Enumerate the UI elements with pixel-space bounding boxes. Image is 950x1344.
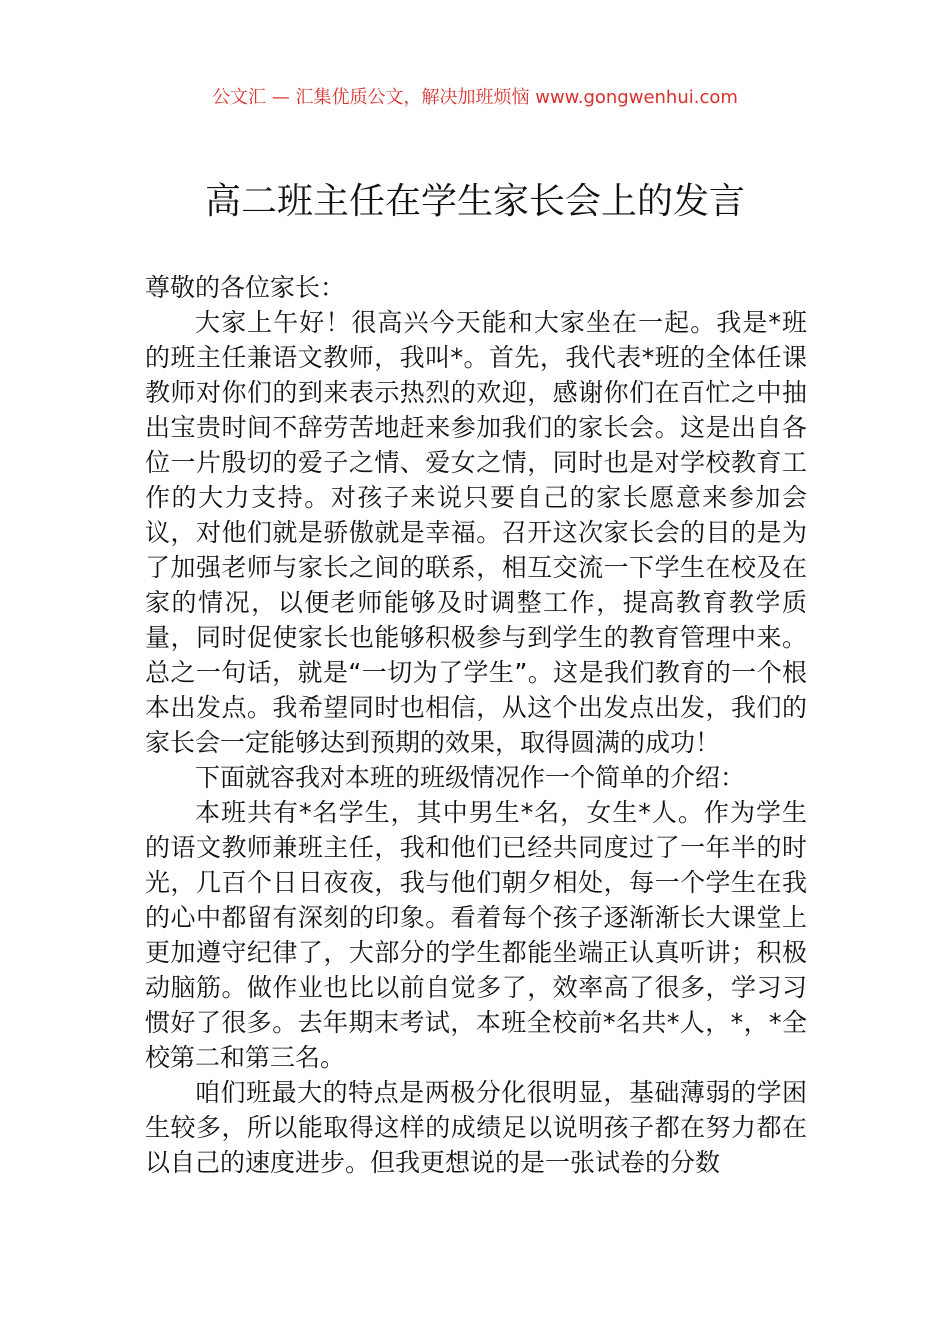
paragraph: 咱们班最大的特点是两极分化很明显，基础薄弱的学困生较多，所以能取得这样的成绩足以说明孩子都在努力都在以自己的速度进步。但我更想说的是一张试卷的分数 (145, 1078, 807, 1177)
document-body (145, 270, 807, 1180)
document-title: 高二班主任在学生家长会上的发言 (204, 181, 745, 222)
header-banner: 公文汇 — 汇集优质公文，解决加班烦恼 www.gongwenhui.com (212, 87, 738, 108)
paragraph: 下面就容我对本班的班级情况作一个简单的介绍： (195, 763, 746, 792)
paragraph: 本班共有*名学生，其中男生*名，女生*人。作为学生的语文教师兼班主任，我和他们已经共同度过了一年半的时光，几百个日日夜夜，我与他们朝夕相处，每一个学生在我的心中都留有深刻的印象。看着每个孩子逐渐渐长大课堂上更加遵守纪律了，大部分的学生都能坐端正认真听讲；积极动脑筋。做作业也比以前自觉多了，效率高了很多，学习习惯好了很多。去年期末考试，本班全校前*名共*人，*，*全校第二和第三名。 (145, 798, 807, 1072)
paragraph: 大家上午好！很高兴今天能和大家坐在一起。我是*班的班主任兼语文教师，我叫*。首先，我代表*班的全体任课教师对你们的到来表示热烈的欢迎，感谢你们在百忙之中抽出宝贵时间不辞劳苦地赶来参加我们的家长会。这是出自各位一片殷切的爱子之情、爱女之情，同时也是对学校教育工作的大力支持。对孩子来说只要自己的家长愿意来参加会议，对他们就是骄傲就是幸福。召开这次家长会的目的是为了加强老师与家长之间的联系，相互交流一下学生在校及在家的情况，以便老师能够及时调整工作，提高教育教学质量，同时促使家长也能够积极参与到学生的教育管理中来。总之一句话，就是“一切为了学生”。这是我们教育的一个根本出发点。我希望同时也相信，从这个出发点出发，我们的家长会一定能够达到预期的效果，取得圆满的成功！ (145, 308, 807, 757)
salutation: 尊敬的各位家长： (145, 273, 346, 302)
